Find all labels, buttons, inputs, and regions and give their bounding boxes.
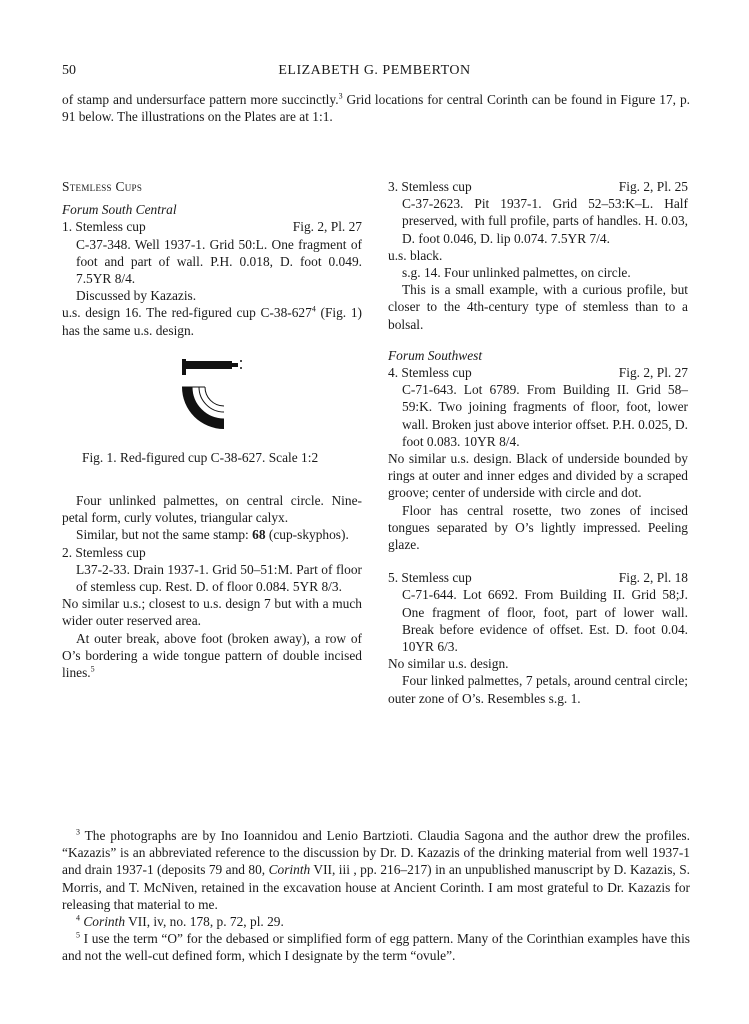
entry-description: L37-2-33. Drain 1937-1. Grid 50–51:M. Part of floor of stemless cup. Rest. D. of floor 0.084. 5YR 8/3. [76,561,362,595]
entry-note: No similar u.s. design. Black of underside bounded by rings at outer and inner edges and divided by a scraped groove; center of underside with circle and dot. [388,451,688,501]
entry-us: u.s. black. [388,247,443,263]
entry-title: 2. Stemless cup [62,544,146,560]
footnote-4: $^4$ Corinth VII, iv, no. 178, p. 72, pl. 29. [76,913,284,930]
entry-discussion: Discussed by Kazazis. [76,288,197,304]
entry-ref: Fig. 2, Pl. 27 [618,365,688,381]
entry-description: C-71-644. Lot 6692. From Building II. Grid 58;J. One fragment of floor, foot, part of lower wall. Break before evidence of offset. Est. D. foot 0.04. 10YR 6/3. [402,587,688,655]
catalog-entry-2 [62,544,362,682]
entry-title: 1. Stemless cup [62,219,146,235]
entry-ref: Fig. 2, Pl. 18 [618,570,688,586]
entry-title: 4. Stemless cup [388,365,472,381]
entry-outer-break: At outer break, above foot (broken away), a row of O’s bordering a wide tongue pattern of double incised lines.$^5$ [62,630,362,681]
figure-1 [62,339,362,449]
similar-note: Similar, but not the same stamp: 68 (cup-skyphos). [76,527,349,543]
entry-palmettes: Four linked palmettes, 7 petals, around central circle; outer zone of O’s. Resembles s.g. 1. [388,673,688,706]
entry-note: No similar u.s.; closest to u.s. design 7 but with a much wider outer reserved area. [62,596,362,629]
page-number: 50 [62,63,76,78]
figure-caption: Fig. 1. Red-figured cup C-38-627. Scale 1:2 [82,449,319,465]
entry-description: C-37-348. Well 1937-1. Grid 50:L. One fragment of foot and part of wall. P.H. 0.018, D. foot 0.049. 7.5YR 8/4. [76,236,362,287]
entry-note: This is a small example, with a curious profile, but closer to the 4th-century type of stemless than to a bolsal. [388,282,688,332]
section-heading: Stemless Cups [62,179,143,194]
catalog-entry-1 [62,218,362,338]
entry-title: 5. Stemless cup [388,570,472,586]
footnote-ref-3[interactable]: 3 [338,91,343,101]
subsection-heading: Forum South Central [62,202,177,218]
footnotes [62,827,690,965]
entry-description: C-37-2623. Pit 1937-1. Grid 52–53:K–L. Half preserved, with full profile, parts of handles. H. 0.03, D. foot 0.046, D. lip 0.074. 7.5YR 7/4. [402,196,688,246]
entry-ref: Fig. 2, Pl. 25 [618,179,688,194]
entry-description: C-71-643. Lot 6789. From Building II. Grid 58–59:K. Two joining fragments of floor, foot, lower wall. Broken just above interior offset. P.H. 0.025, D. foot 0.083. 10YR 8/4. [402,382,688,449]
entry-floor: Floor has central rosette, two zones of incised tongues separated by O’s lightly impressed. Peeling glaze. [388,502,688,553]
entry-title: 3. Stemless cup [388,179,472,194]
footnote-ref-5[interactable]: 5 [90,664,95,674]
running-head: ELIZABETH G. PEMBERTON [278,63,471,78]
entry-ref: Fig. 2, Pl. 27 [292,219,362,235]
catalog-entry-4 [388,364,688,553]
intro-paragraph: of stamp and undersurface pattern more succinctly.$^3$ Grid locations for central Corinth can be found in Figure 17, p. 91 below. The illustrations on the Plates are at 1:1. [62,91,690,125]
entry-sg: s.g. 14. Four unlinked palmettes, on circle. [402,265,631,281]
catalog-entry-5 [388,569,688,707]
right-column [388,178,688,707]
entry-us-design: u.s. design 16. The red-figured cup $C-38-627^4$ (Fig. 1) has the same u.s. design. [62,304,362,338]
palmettes-description: Four unlinked palmettes, on central circle. Nine-petal form, curly volutes, triangular calyx. [62,493,362,526]
cup-profile-drawing [62,339,362,449]
entry-note: No similar u.s. design. [388,656,509,672]
footnote-5: $^5$ I use the term “O” for the debased or simplified form of egg pattern. Many of the Corinthian examples have this and not the well-cut defined form, which I designate by the term “ovule”. [62,930,690,964]
footnote-3: $^3$ The photographs are by Ino Ioannidou and Lenio Bartzioti. Claudia Sagona and the author drew the profiles. “Kazazis” is an abbreviated reference to the discussion by Dr. D. Kazazis of the drinking material from well 1937-1 and drain 1937-1 (deposits 79 and 80, Corinth VII, iii , pp. 216–217) in an unpublished manuscript by D. Kazazis, S. Morris, and T. McNiven, retained in the excavation house at Ancient Corinth. I am most grateful to Dr. Kazazis for releasing that material to me. [62,827,690,912]
footnote-ref-4[interactable]: 4 [311,304,316,314]
subsection-heading: Forum Southwest [388,347,483,363]
left-column [62,178,362,681]
catalog-entry-3 [388,178,688,333]
